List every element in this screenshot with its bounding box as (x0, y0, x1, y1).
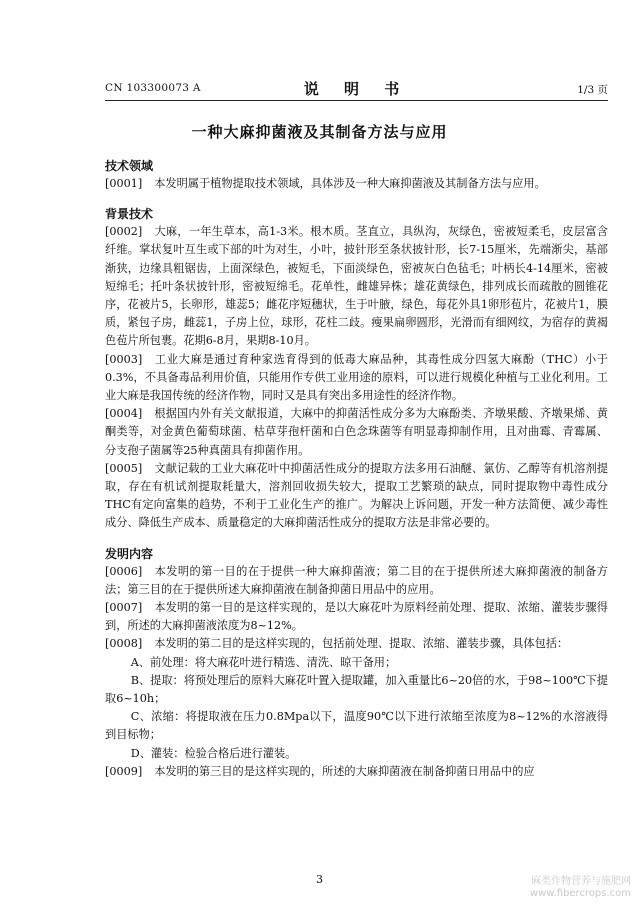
paragraph-0002 (105, 223, 608, 350)
step-c: C、浓缩：将提取液在压力0.8Mpa以下，温度90℃以下进行浓缩至浓度为8~12%的水溶液得到目标物； (105, 710, 608, 742)
paragraph-number: [0004] (105, 407, 143, 421)
section-spacer (105, 533, 608, 545)
paragraph-number: [0003] (105, 352, 143, 366)
document-type: 说 明 书 (303, 80, 410, 98)
document-title: 一种大麻抑菌液及其制备方法与应用 (191, 123, 448, 141)
watermark (530, 876, 631, 900)
publication-number: CN 103300073 A (105, 82, 201, 94)
paragraph-0008 (105, 635, 608, 653)
paragraph-number: [0007] (105, 601, 143, 615)
paragraph-number: [0005] (105, 461, 143, 475)
paragraph-text: 大麻，一年生草本，高1-3米。根木质。茎直立，具纵沟，灰绿色，密被短柔毛，皮层富含纤维。掌状复叶互生或下部的叶为对生，小叶，披针形至条状披针形，长7-15厘米，先端渐尖，基部渐狭，边缘具粗锯齿，上面深绿色，被短毛，下面淡绿色，密被灰白色毡毛；叶柄长4-14厘米，密被短绵毛；托叶条状披针形，密被短绵毛。花单性，雌雄异株；雄花黄绿色，排列成长而疏散的圆锥花序，花被片5，长卵形，雄蕊5；雌花序短穗状，生于叶腋，绿色，每花外具1卵形苞片，花被片1，膜质，紧包子房，雌蕊1，子房上位，球形，花柱二歧。瘦果扁卵圆形，光滑而有细网纹，为宿存的黄褐色苞片所包裹。花期6-8月，果期8-10月。 (105, 225, 608, 348)
paragraph-text: 本发明的第一目的是这样实现的，是以大麻花叶为原料经前处理、提取、浓缩、灌装步骤得到，所述的大麻抑菌液浓度为8~12%。 (105, 601, 608, 633)
paragraph-text: 本发明的第二目的是这样实现的，包括前处理、提取、浓缩、灌装步骤，具体包括： (154, 637, 569, 651)
watermark-title: 麻类作物营养与施肥网 (531, 876, 631, 887)
paragraph-text: 本发明的第三目的是这样实现的，所述的大麻抑菌液在制备抑菌日用品中的应 (154, 764, 535, 778)
step-d: D、灌装：检验合格后进行灌装。 (130, 746, 297, 760)
document-body (105, 157, 608, 781)
paragraph-number: [0001] (105, 177, 143, 190)
paragraph-0007 (105, 599, 608, 635)
paragraph-text: 本发明的第一目的在于提供一种大麻抑菌液；第二目的在于提供所述大麻抑菌液的制备方法；第三目的在于提供所述大麻抑菌液在制备抑菌日用品中的应用。 (105, 564, 608, 596)
watermark-url: www.fibercrops.com (529, 888, 631, 899)
paragraph-0003 (105, 351, 608, 406)
step-a: A、前处理：将大麻花叶进行精选、清洗、晾干备用； (130, 655, 397, 669)
paragraph-number: [0006] (105, 564, 143, 578)
paragraph-text: 根据国内外有关文献报道，大麻中的抑菌活性成分多为大麻酚类、齐墩果酸、齐墩果烯、黄酮类等，对金黄色葡萄球菌、枯草芽孢杆菌和白色念珠菌等有明显毒抑制作用，且对曲霉、青霉属、分支孢子菌属等25种真菌具有抑菌作用。 (105, 407, 608, 457)
section-heading-background: 背景技术 (105, 207, 154, 222)
paragraph-number: [0008] (105, 637, 143, 651)
paragraph-0004 (105, 405, 608, 460)
section-spacer (105, 193, 608, 205)
paragraph-text: 工业大麻是通过育种家选育得到的低毒大麻品种，其毒性成分四氢大麻酚（THC）小于0.3%，不具备毒品利用价值，只能用作专供工业用途的原料，可以进行规模化种植与工业化利用。工业大麻是我国传统的经济作物，同时又是具有突出多用途性的经济作物。 (105, 352, 608, 403)
paragraph-text: 文献记载的工业大麻花叶中抑菌活性成分的提取方法多用石油醚、氯仿、乙醇等有机溶剂提取，存在有机试剂提取耗量大，溶剂回收损失较大，提取工艺繁琐的缺点，同时提取物中毒性成分THC有定向富集的趋势，不利于工业化生产的推广。为解决上诉问题，开发一种方法简便、减少毒性成分、降低生产成本、质量稳定的大麻抑菌活性成分的提取方法是非常必要的。 (105, 461, 608, 530)
page-indicator: 1/3 页 (577, 84, 608, 96)
paragraph-number: [0002] (105, 225, 143, 239)
paragraph-0006 (105, 563, 608, 599)
section-heading-invention: 发明内容 (105, 546, 154, 561)
paragraph-text: 本发明属于植物提取技术领域，具体涉及一种大麻抑菌液及其制备方法与应用。 (154, 177, 546, 190)
section-heading-tech-field: 技术领域 (105, 159, 154, 173)
page-number: 3 (316, 873, 323, 886)
paragraph-0009 (105, 763, 608, 781)
paragraph-0005 (105, 460, 608, 533)
paragraph-number: [0009] (105, 764, 143, 778)
step-b: B、提取：将预处理后的原料大麻花叶置入提取罐，加入重量比6~20倍的水，于98~100℃下提取6~10h； (105, 673, 608, 706)
paragraph-0001 (105, 175, 608, 193)
page-header (105, 78, 608, 98)
header-rule (105, 100, 608, 101)
